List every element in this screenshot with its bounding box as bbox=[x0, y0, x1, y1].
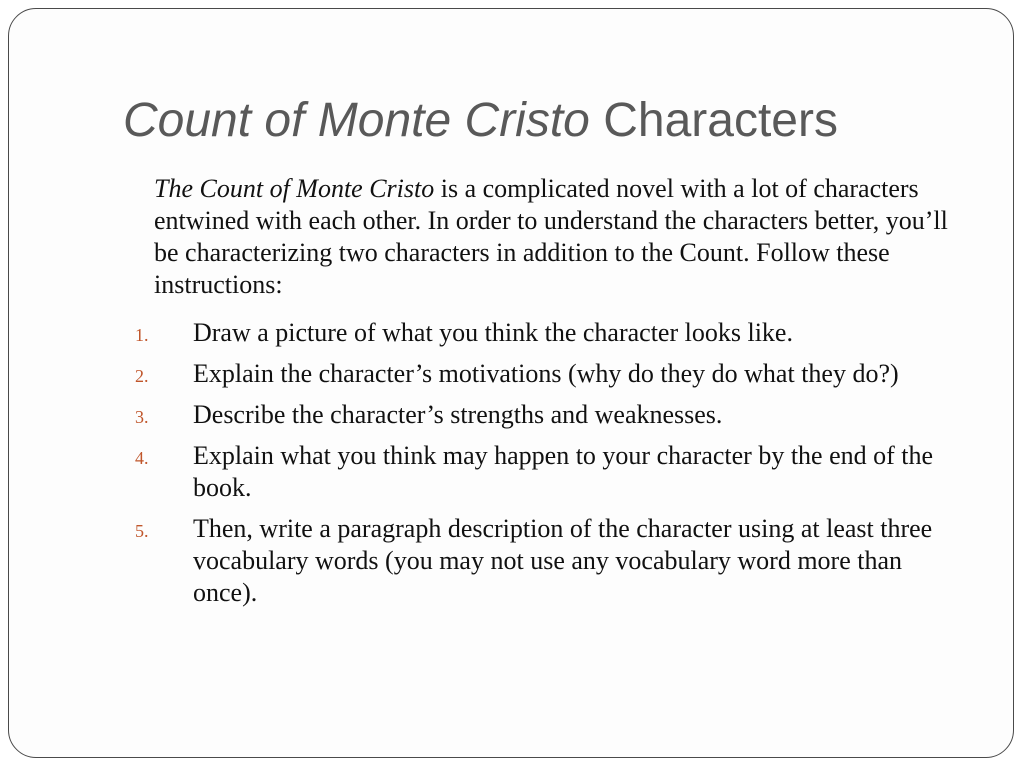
instruction-step-2 bbox=[135, 358, 965, 390]
instruction-step-1 bbox=[135, 317, 965, 349]
step-text: Then, write a paragraph description of the character using at least three vocabulary words (you may not use any vocabulary word more than once). bbox=[193, 514, 933, 607]
instruction-step-5 bbox=[135, 513, 965, 609]
instruction-list bbox=[135, 317, 965, 618]
intro-text: is a complicated novel with a lot of characters entwined with each other. In order to understand the characters better, you’ll be characterizing two characters in addition to the Count. Follow these instructions: bbox=[154, 174, 948, 299]
instruction-step-3 bbox=[135, 399, 965, 431]
step-text: Explain the character’s motivations (why do they do what they do?) bbox=[193, 359, 899, 388]
step-number: 5. bbox=[135, 521, 149, 541]
slide-title-rest: Characters bbox=[589, 94, 838, 147]
slide-title-italic: Count of Monte Cristo bbox=[123, 94, 590, 147]
step-number: 2. bbox=[135, 366, 149, 386]
step-text: Explain what you think may happen to your character by the end of the book. bbox=[193, 441, 934, 502]
step-number: 3. bbox=[135, 407, 149, 427]
step-text: Describe the character’s strengths and weaknesses. bbox=[193, 400, 723, 429]
step-number: 1. bbox=[135, 325, 149, 345]
slide-title bbox=[123, 95, 838, 148]
intro-book-title: The Count of Monte Cristo bbox=[154, 174, 435, 203]
instruction-step-4 bbox=[135, 440, 965, 504]
slide-frame bbox=[8, 8, 1014, 758]
step-text: Draw a picture of what you think the character looks like. bbox=[193, 318, 793, 347]
intro-paragraph bbox=[154, 173, 964, 301]
step-number: 4. bbox=[135, 448, 149, 468]
